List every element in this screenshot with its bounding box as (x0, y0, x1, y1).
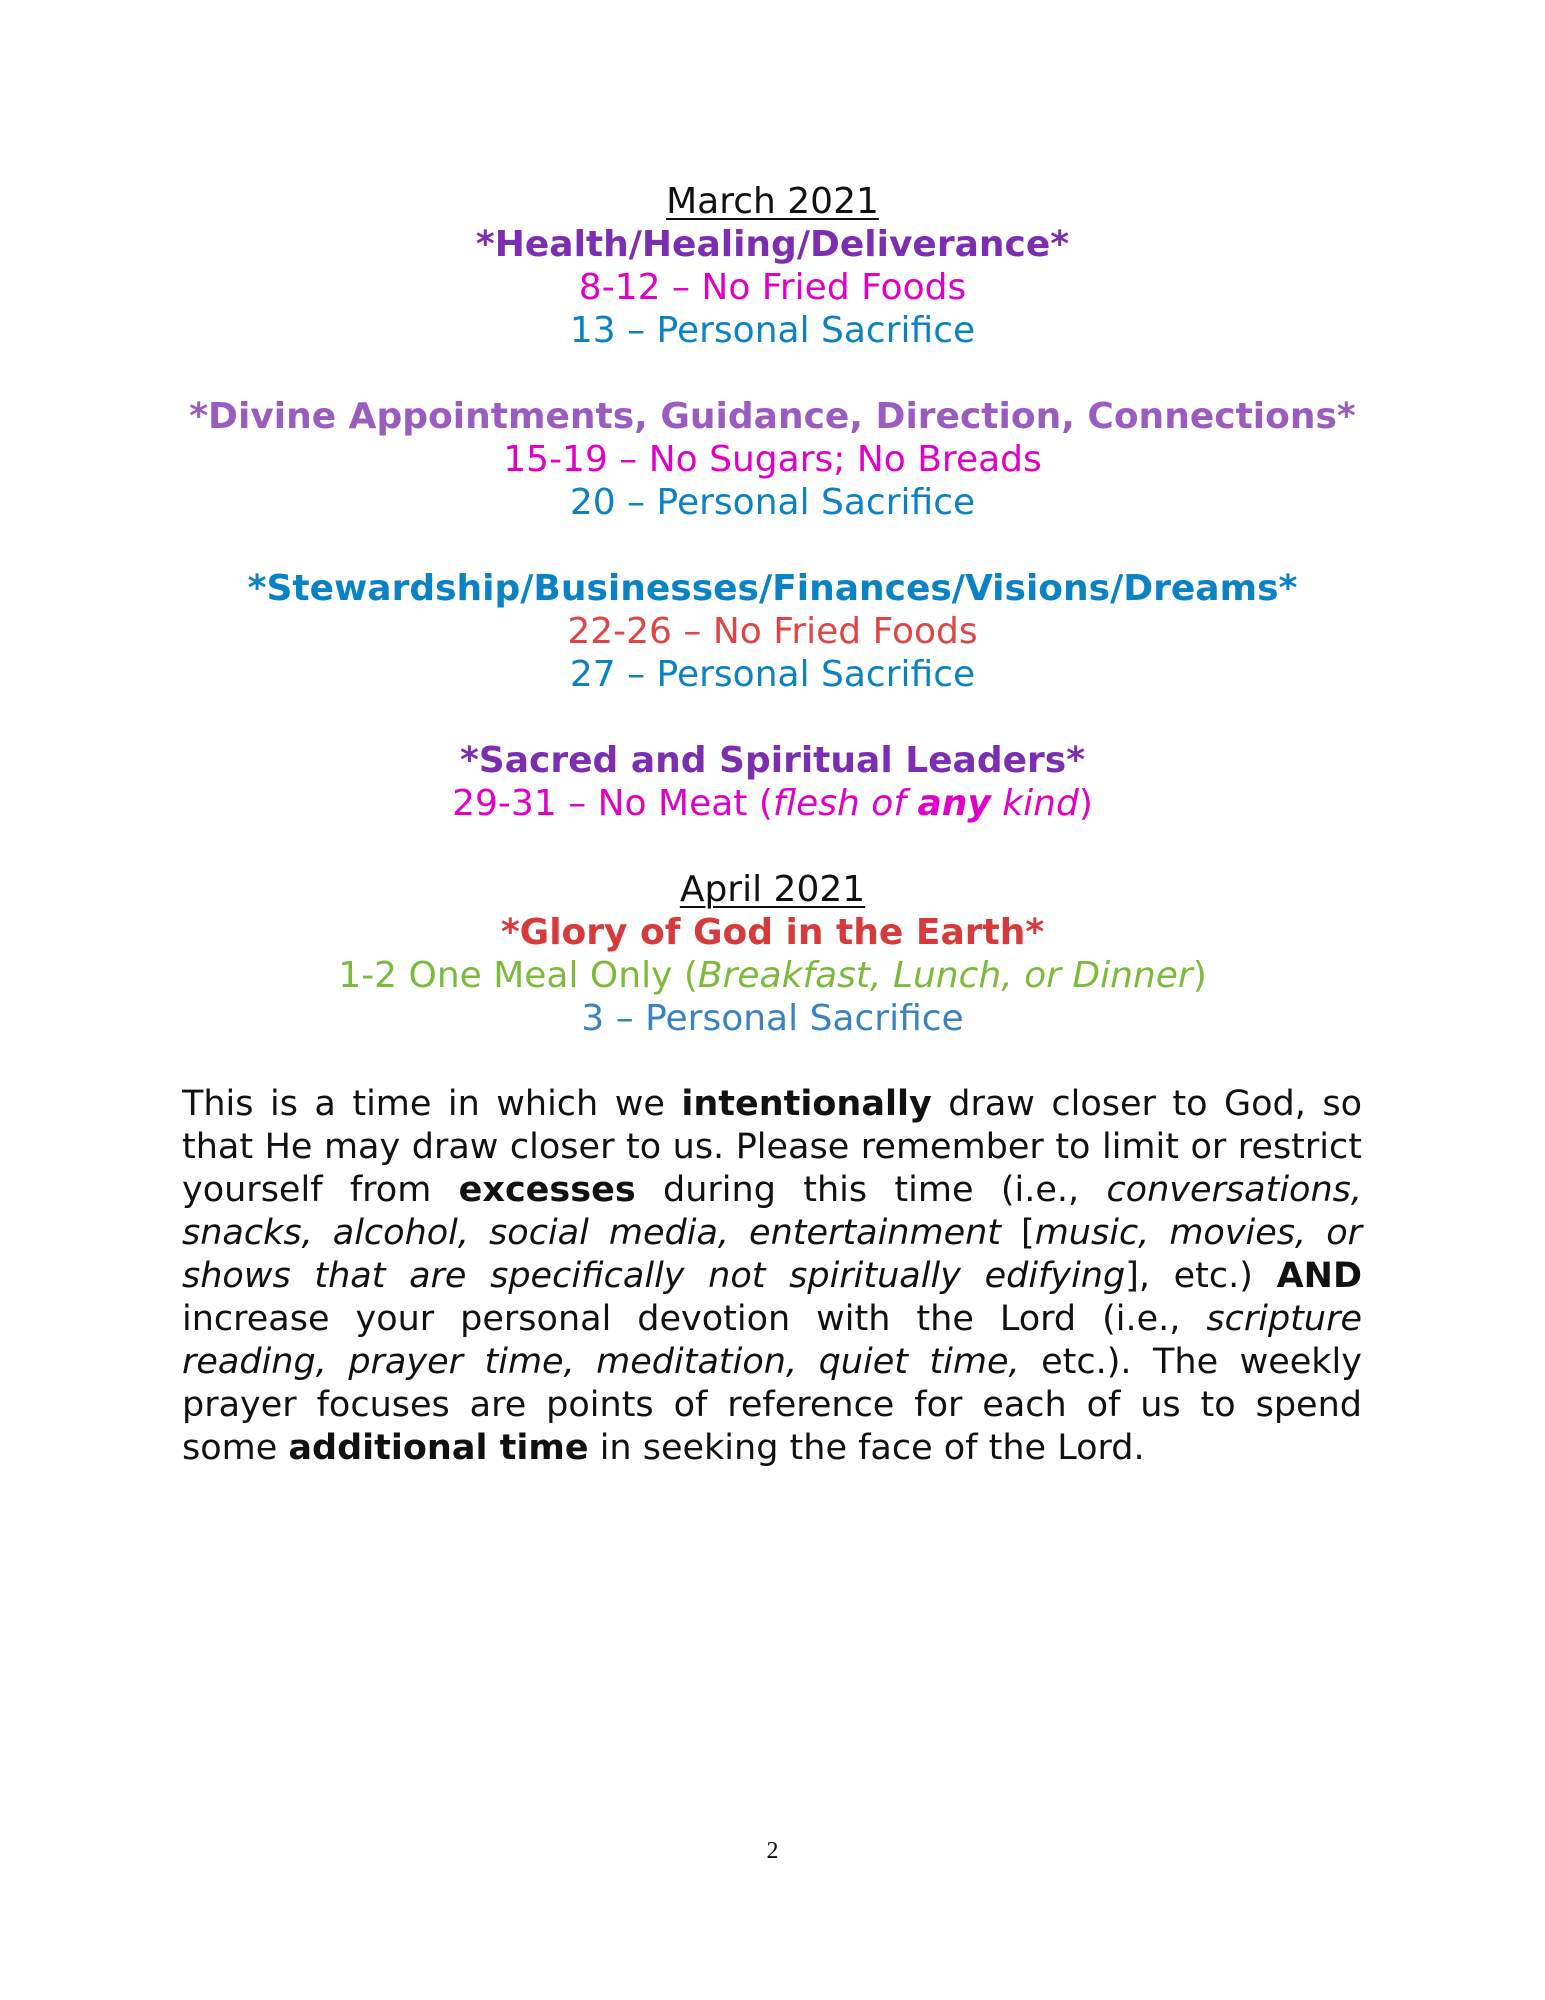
focus-heading-divine-appointments: *Divine Appointments, Guidance, Direction, Connections* (189, 396, 1356, 437)
schedule-line: 29-31 – No Meat (flesh of any kind) (452, 783, 1093, 824)
schedule-line: 27 – Personal Sacrifice (569, 654, 976, 695)
schedule-line: 8-12 – No Fried Foods (578, 267, 967, 308)
month-heading-april: April 2021 (679, 869, 866, 910)
schedule-line: 13 – Personal Sacrifice (569, 310, 976, 351)
schedule-line: 1-2 One Meal Only (Breakfast, Lunch, or Dinner) (338, 955, 1207, 996)
schedule-line: 20 – Personal Sacrifice (569, 482, 976, 523)
focus-heading-leaders: *Sacred and Spiritual Leaders* (459, 740, 1086, 781)
page-number: 2 (766, 1838, 779, 1864)
instruction-paragraph: This is a time in which we intentionally draw closer to God, so that He may draw closer to us. Please remember to limit or restrict yourself from excesses during this time (i.e., conversations, snacks, alcohol, social media, entertainment [music, movies, or shows that are specifically not spiritually edifying], etc.) AND increase your personal devotion with the Lord (i.e., scripture reading, prayer time, meditation, quiet time, etc.). The weekly prayer focuses are points of reference for each of us to spend some additional time in seeking the face of the Lord. (182, 1084, 1363, 1468)
schedule-line: 15-19 – No Sugars; No Breads (503, 439, 1042, 480)
focus-heading-glory: *Glory of God in the Earth* (500, 912, 1045, 953)
focus-heading-stewardship: *Stewardship/Businesses/Finances/Visions/Dreams* (247, 568, 1298, 609)
month-heading-march: March 2021 (666, 181, 879, 222)
focus-heading-health: *Health/Healing/Deliverance* (475, 224, 1070, 265)
schedule-line: 22-26 – No Fried Foods (567, 611, 978, 652)
schedule-line: 3 – Personal Sacrifice (581, 998, 964, 1039)
fasting-schedule (0, 180, 1545, 1040)
